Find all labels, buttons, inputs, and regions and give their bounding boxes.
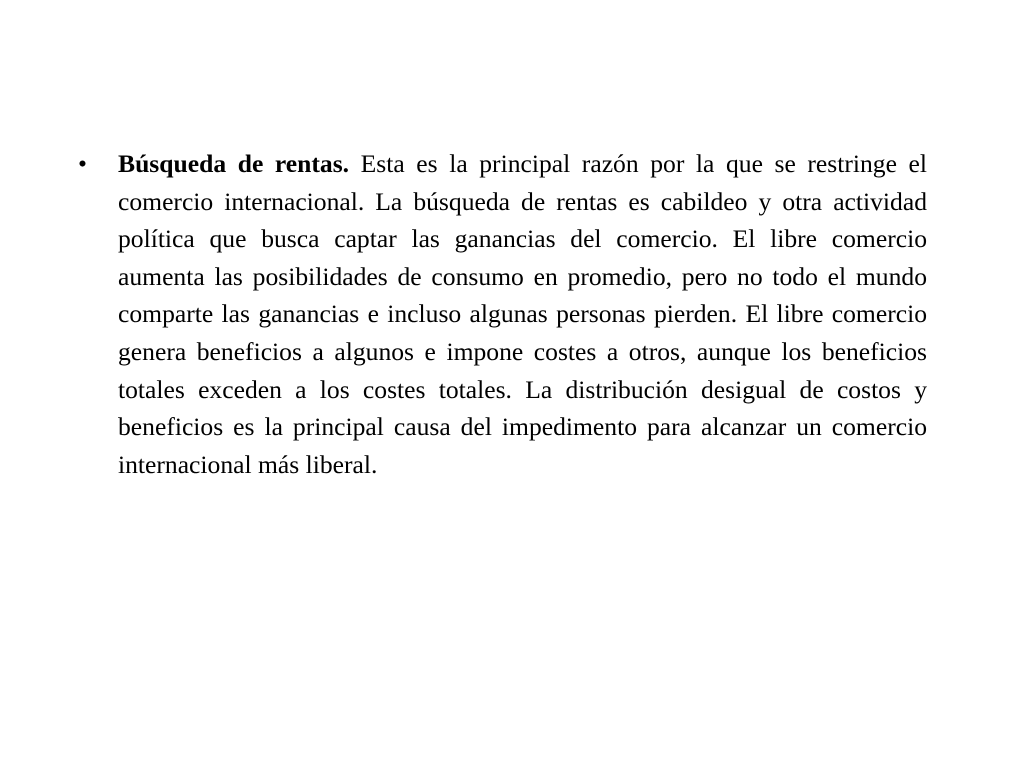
bullet-text: Esta es la principal razón por la que se restringe el comercio internacional. La búsqueda de rentas es cabildeo y otra actividad política que busca captar las ganancias del comercio. El libre comercio aumenta las posibilidades de consumo en promedio, pero no todo el mundo comparte las ganancias e incluso algunas personas pierden. El libre comercio genera beneficios a algunos e impone costes a otros, aunque los beneficios totales exceden a los costes totales. La distribución desigual de costos y beneficios es la principal causa del impedimento para alcanzar un comercio internacional más liberal. bbox=[118, 149, 928, 479]
bullet-term: Búsqueda de rentas. bbox=[118, 149, 350, 178]
bullet-marker: • bbox=[78, 149, 87, 178]
bullet-item bbox=[78, 145, 928, 483]
